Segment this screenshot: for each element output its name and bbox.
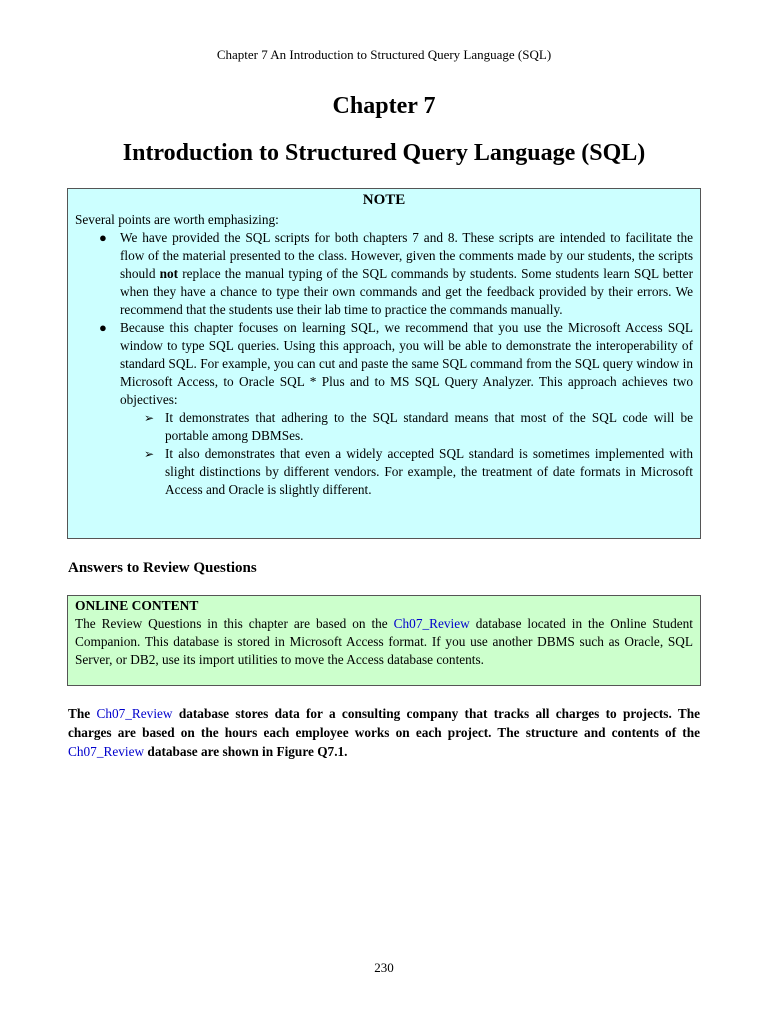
body-paragraph xyxy=(68,704,700,761)
page-number: 230 xyxy=(374,960,394,975)
note-sub-item xyxy=(120,445,693,499)
note-bullet-list xyxy=(75,229,693,499)
chapter-number: Chapter 7 xyxy=(332,93,436,119)
note-box xyxy=(67,188,701,539)
chapter-title: Introduction to Structured Query Language (SQL) xyxy=(122,140,646,166)
bullet-text: replace the manual typing of the SQL commands by students. Some students learn SQL better when they have a chance to type their own commands and get the feedback provided by their errors. We recommend that the students use their lab time to practice the commands manually. xyxy=(120,266,693,317)
note-sub-item xyxy=(120,409,693,445)
sub-item-text: It demonstrates that adhering to the SQL standard means that most of the SQL code will be portable among DBMSes. xyxy=(165,410,693,443)
database-name: Ch07_Review xyxy=(96,706,173,721)
bullet-dot-icon: ● xyxy=(99,320,107,335)
database-name: Ch07_Review xyxy=(393,616,470,631)
online-content-text xyxy=(75,615,693,669)
bold-emphasis: not xyxy=(159,266,179,281)
note-bullet-item xyxy=(75,319,693,499)
database-name: Ch07_Review xyxy=(68,744,145,759)
bullet-text: Because this chapter focuses on learning SQL, we recommend that you use the Microsoft Access SQL window to type SQL queries. Using this approach, you will be able to demonstrate the interoperability of standard SQL. For example, you can cut and paste the same SQL command from the SQL query window in Microsoft Access, to Oracle SQL * Plus and to MS SQL Query Analyzer. This approach achieves two objectives: xyxy=(120,320,693,407)
online-text-part: The Review Questions in this chapter are based on the xyxy=(75,616,394,631)
note-intro: Several points are worth emphasizing: xyxy=(75,212,279,227)
online-text-part: database located in the Online Student Companion. This database is stored in Microsoft Access format. If you use another DBMS such as Oracle, SQL Server, or DB2, use its import utilities to move the Access database contents. xyxy=(75,616,693,667)
note-title: NOTE xyxy=(362,192,406,208)
note-bullet-item xyxy=(75,229,693,319)
arrow-right-icon: ➢ xyxy=(144,447,155,461)
bullet-dot-icon: ● xyxy=(99,230,107,245)
note-sub-list xyxy=(120,409,693,499)
paragraph-text: The xyxy=(68,706,97,721)
paragraph-text: database stores data for a consulting company that tracks all charges to projects. The charges are based on the hours each employee works on each project. The structure and contents of the xyxy=(68,706,701,740)
arrow-right-icon: ➢ xyxy=(144,411,155,425)
online-content-box xyxy=(67,595,701,686)
section-heading: Answers to Review Questions xyxy=(68,560,257,576)
paragraph-text: database are shown in Figure Q7.1. xyxy=(144,744,348,759)
bullet-text: We have provided the SQL scripts for both chapters 7 and 8. These scripts are intended to facilitate the flow of the material presented to the class. However, given the comments made by our students, the scripts should xyxy=(120,230,693,281)
running-header: Chapter 7 An Introduction to Structured Query Language (SQL) xyxy=(216,47,552,62)
online-content-title: ONLINE CONTENT xyxy=(75,598,199,613)
sub-item-text: It also demonstrates that even a widely accepted SQL standard is sometimes implemented with slight distinctions by different vendors. For example, the treatment of date formats in Microsoft Access and Oracle is slightly different. xyxy=(165,446,693,497)
